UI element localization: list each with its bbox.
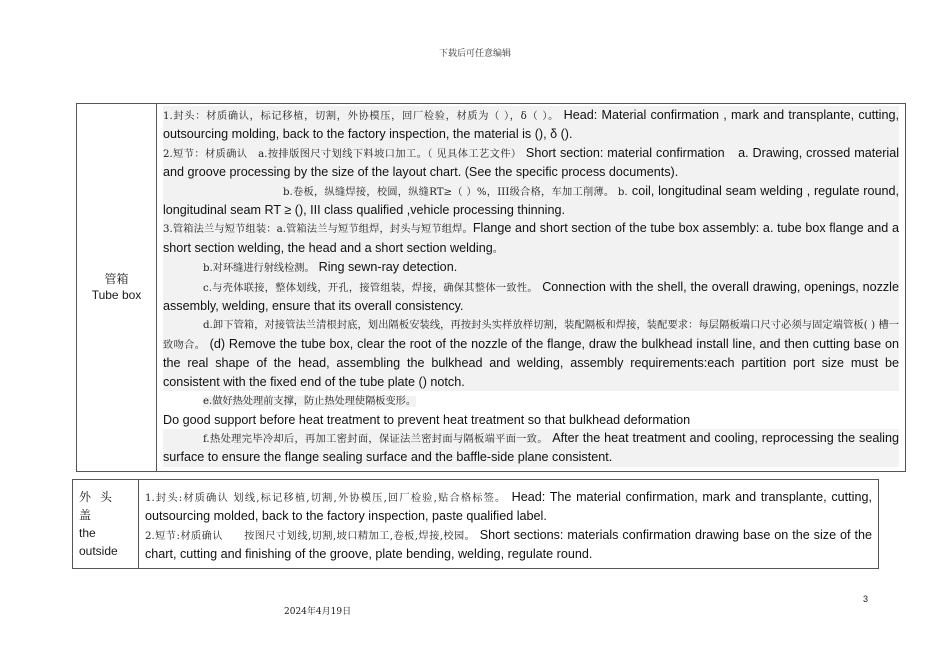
paragraph-flange-assembly bbox=[163, 219, 899, 258]
text-en: Head: Material confirmation , mark and transplante, cutting, outsourcing molding, back to the factory inspection, the material is (), δ (). bbox=[163, 108, 899, 142]
text-en: Ring sewn-ray detection. bbox=[318, 260, 458, 275]
row-label-cell bbox=[77, 104, 157, 472]
text-zh: 1.封头:材质确认 划线,标记移植,切割,外协模压,回厂检验,贴合格标签。 bbox=[145, 493, 507, 504]
text-en: Flange and short section of the tube box assembly: a. tube box flange and a short section welding, the head and a short section welding bbox=[163, 221, 900, 255]
table-row bbox=[77, 104, 906, 472]
outside-head-table bbox=[72, 479, 879, 569]
text-zh: f.热处理完毕冷却后，再加工密封面，保证法兰密封面与隔板端平面一致。 bbox=[203, 433, 548, 445]
text-zh: 2.短节:材质确认 按图尺寸划线,切割,坡口精加工,卷板,焊接,校园。 bbox=[145, 530, 476, 542]
paragraph-head bbox=[145, 488, 872, 526]
text-en: Head: The material confirmation, mark and transplante, cutting, outsourcing molded, back to the factory inspection, paste qualified label. bbox=[145, 490, 872, 524]
text-en: Connection with the shell, the overall drawing, openings, nozzle assembly, welding, ensure that its overall consistency. bbox=[163, 279, 899, 314]
text-en: coil, longitudinal seam welding , regulate round, longitudinal seam RT ≥ (), III class qualified ,vehicle processing thinning. bbox=[163, 183, 899, 218]
row-label-zh: 管箱 bbox=[104, 272, 129, 287]
row-label-en: outside bbox=[79, 543, 118, 558]
tube-box-table bbox=[76, 103, 906, 472]
header-note: 下载后可任意编辑 bbox=[438, 49, 511, 59]
paragraph-ray-detection bbox=[163, 258, 899, 277]
content-cell bbox=[157, 104, 906, 472]
text-en: After the heat treatment and cooling, reprocessing the sealing surface to ensure the flange sealing surface and the baffle-side plane consistent. bbox=[163, 430, 899, 465]
text-zh: c.与壳体联接，整体划线，开孔，接管组装，焊接，确保其整体一致性。 bbox=[203, 282, 538, 294]
text-zh: 3.管箱法兰与短节组装：a.管箱法兰与短节组焊，封头与短节组焊。 bbox=[163, 224, 473, 236]
text-zh: 。 bbox=[492, 243, 503, 255]
date-note: 2024年4月19日 bbox=[284, 607, 352, 617]
paragraph-support-zh bbox=[163, 391, 899, 410]
text-en: Short section: material confirmation a. Drawing, crossed material and groove processing by the size of the layout chart. (See the specific process documents). bbox=[163, 145, 899, 180]
text-zh: b.对环缝进行射线检测。 bbox=[203, 263, 315, 275]
tube-box-content bbox=[157, 104, 905, 471]
text-zh: e.做好热处理前支撑，防止热处理使隔板变形。 bbox=[203, 396, 417, 408]
text-en: (d) Remove the tube box, clear the root of the nozzle of the flange, draw the bulkhead install line, and then cutting base on the real shape of the head, assembling the bulkhead and welding, assembly requirements:each partition port size must be consistent with the fixed end of the tube plate () notch. bbox=[163, 336, 899, 389]
page-number: 3 bbox=[863, 594, 869, 604]
paragraph-short-section bbox=[163, 144, 899, 182]
row-label-zh: 外头盖 bbox=[79, 489, 122, 522]
text-zh: b.卷板，纵缝焊接，校圆，纵缝RT≥（ ）%，III级合格，车加工削薄。 b. bbox=[283, 186, 628, 198]
paragraph-coil bbox=[163, 182, 899, 220]
paragraph-head bbox=[163, 106, 899, 144]
outside-content bbox=[139, 480, 878, 568]
text-zh: 2.短节：材质确认 a.按排版图尺寸划线下料坡口加工。（ 见具体工艺文件） bbox=[163, 148, 522, 160]
row-label-en: Tube box bbox=[91, 288, 142, 303]
paragraph-shell-connection bbox=[163, 278, 899, 316]
text-zh: d.卸下管箱，对接管法兰清根封底，划出隔板安装线，再按封头实样放样切割，装配隔板和焊接，装配要求：每层隔板端口尺寸必须与固定端管板( ) 槽一致吻合。 bbox=[163, 320, 899, 351]
table-row bbox=[73, 480, 879, 569]
text-zh: 1.封头：材质确认，标记移植，切割，外协模压，回厂检验，材质为（ ），δ（ ）。 bbox=[163, 111, 560, 122]
row-label-en: the bbox=[79, 525, 96, 540]
text-en: Do good support before heat treatment to prevent heat treatment so that bulkhead deformation bbox=[163, 412, 691, 427]
paragraph-support-en bbox=[163, 411, 899, 429]
paragraph-remove-tube-box bbox=[163, 315, 899, 391]
paragraph-short-sections bbox=[145, 526, 872, 564]
text-en: Short sections: materials confirmation drawing base on the size of the chart, cutting and finishing of the groove, plate bending, welding, regulate round. bbox=[145, 527, 872, 562]
content-cell bbox=[139, 480, 879, 569]
paragraph-heat-treatment bbox=[163, 429, 899, 467]
row-label-cell bbox=[73, 480, 139, 569]
blank-box bbox=[416, 395, 430, 407]
